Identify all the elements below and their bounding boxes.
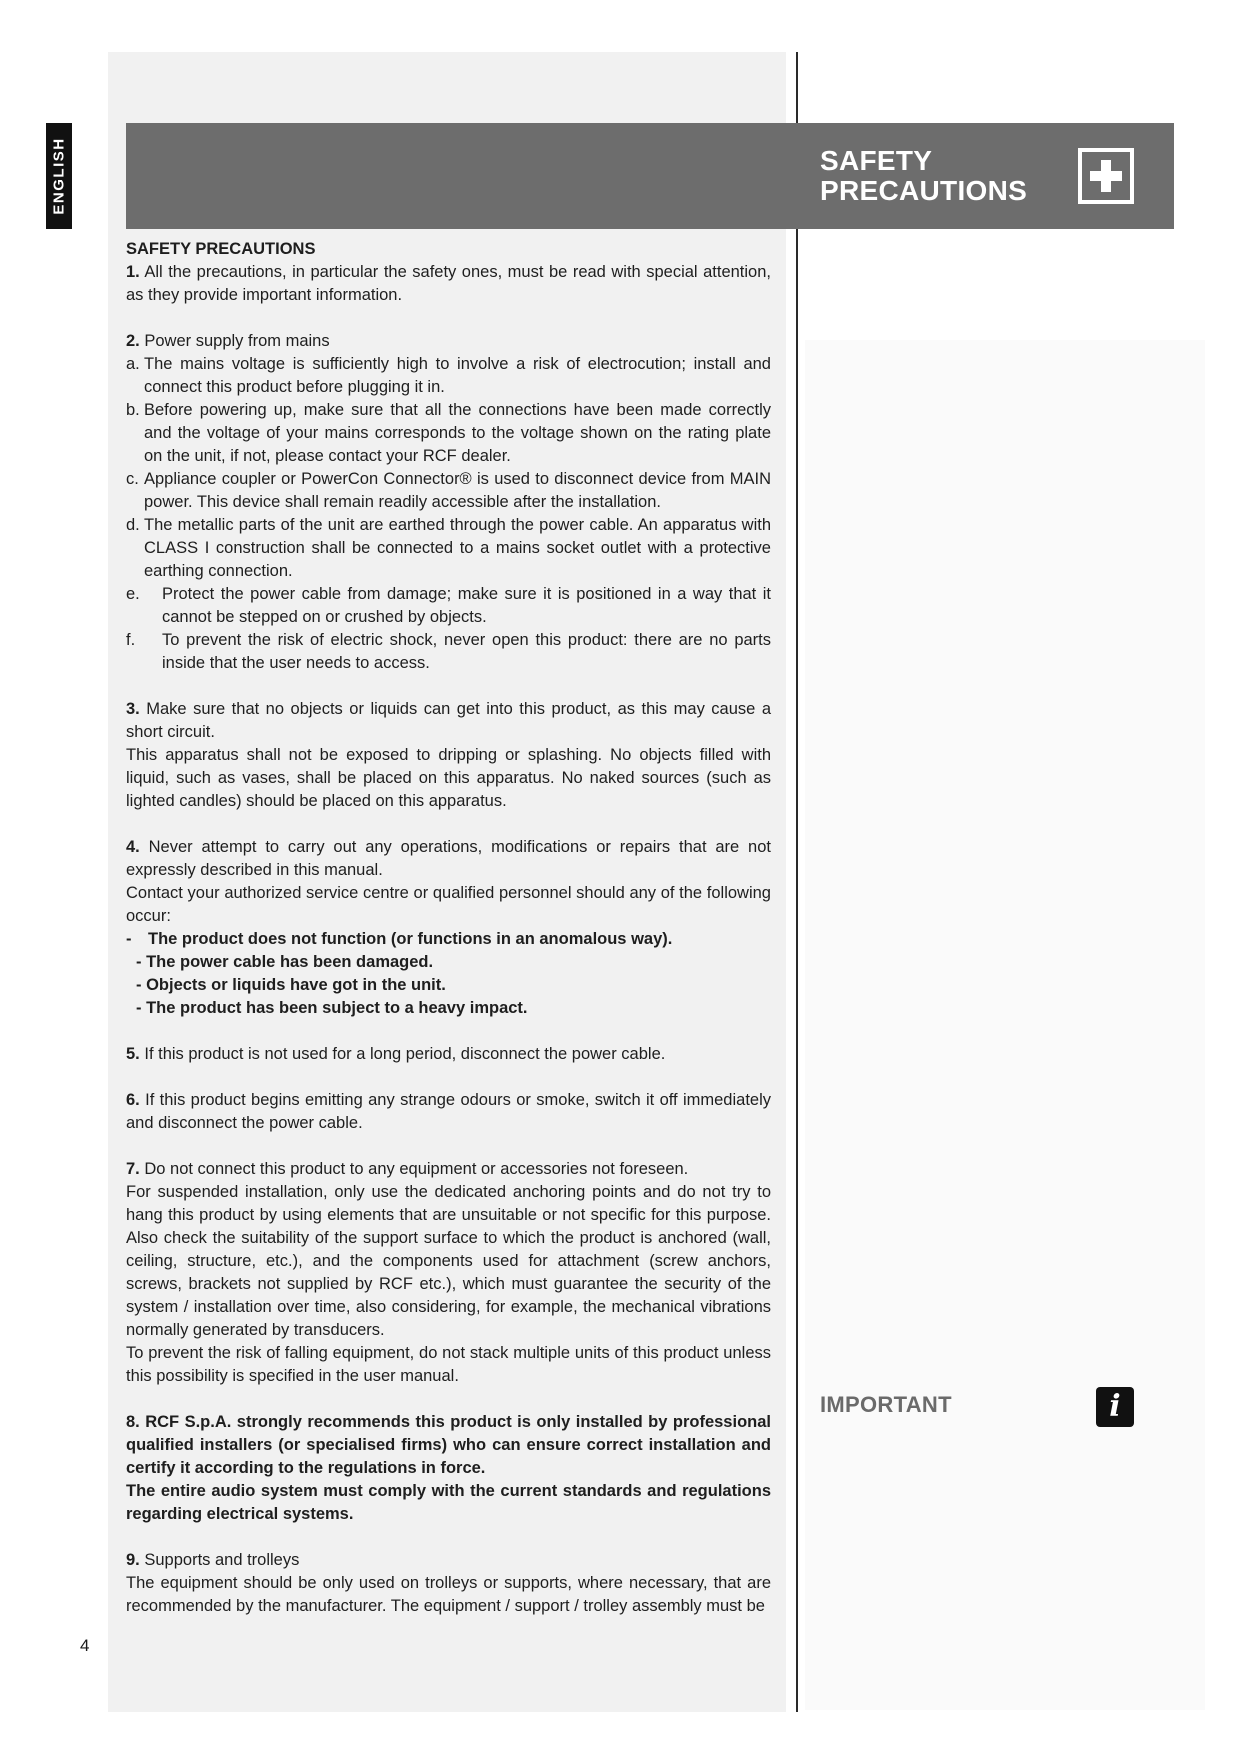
- list-item: - The product does not function (or functions in an anomalous way).: [126, 930, 673, 948]
- info-icon: i: [1096, 1387, 1134, 1427]
- important-label: IMPORTANT: [820, 1392, 952, 1417]
- item-2b: b. Before powering up, make sure that all the connections have been made correctly and the voltage of your mains corresponds to the voltage shown on the rating plate on the unit, if not, please contact your RCF dealer.: [126, 401, 771, 465]
- list-item: - The product has been subject to a heavy impact.: [136, 999, 528, 1017]
- item-6: 6. If this product begins emitting any strange odours or smoke, switch it off immediately and disconnect the power cable.: [126, 1091, 771, 1132]
- page-number: 4: [80, 1636, 90, 1655]
- language-tab: [46, 123, 72, 229]
- item-4: 4. Never attempt to carry out any operations, modifications or repairs that are not expressly described in this manual.: [126, 838, 771, 879]
- item-2c: c. Appliance coupler or PowerCon Connector® is used to disconnect device from MAIN power. This device shall remain readily accessible after the installation.: [126, 470, 771, 511]
- header-title: SAFETY PRECAUTIONS: [820, 145, 1028, 206]
- column-divider: [796, 52, 798, 1712]
- item-7-detail: For suspended installation, only use the dedicated anchoring points and do not try to hang this product by using elements that are unsuitable or not specific for this purpose. Also check the suitability of the support surface to which the product is anchored (wall, ceiling, structure, etc.), and the components used for attachment (screw anchors, screws, brackets not supplied by RCF etc.), which must guarantee the security of the system / installation over time, also considering, for example, the mechanical vibrations normally generated by transducers.: [126, 1183, 771, 1339]
- item-2a: a. The mains voltage is sufficiently high to involve a risk of electrocution; install and connect this product before plugging it in.: [126, 355, 771, 396]
- item-2-title: 2. Power supply from mains: [126, 332, 330, 350]
- item-3: 3. Make sure that no objects or liquids can get into this product, as this may cause a short circuit.: [126, 700, 771, 741]
- item-2f: f. To prevent the risk of electric shock, never open this product: there are no parts inside that the user needs to access.: [126, 631, 771, 672]
- section-title: SAFETY PRECAUTIONS: [126, 240, 316, 258]
- item-9-title: 9. Supports and trolleys: [126, 1551, 300, 1569]
- item-3-detail: This apparatus shall not be exposed to dripping or splashing. No objects filled with liquid, such as vases, shall be placed on this apparatus. No naked sources (such as lighted candles) should be placed on this apparatus.: [126, 746, 771, 810]
- list-item: - Objects or liquids have got in the unit.: [136, 976, 446, 994]
- first-aid-cross-icon: [1078, 148, 1134, 204]
- language-tab-label: ENGLISH: [50, 137, 68, 215]
- list-item: - The power cable has been damaged.: [136, 953, 434, 971]
- item-2d: d. The metallic parts of the unit are earthed through the power cable. An apparatus with CLASS I construction shall be connected to a mains socket outlet with a protective earthing connection.: [126, 516, 771, 580]
- item-4-list: [126, 928, 771, 1020]
- item-1: 1. All the precautions, in particular the safety ones, must be read with special attention, as they provide important information.: [126, 263, 771, 304]
- item-9: The equipment should be only used on trolleys or supports, where necessary, that are recommended by the manufacturer. The equipment / support / trolley assembly must be: [126, 1574, 771, 1615]
- item-4-detail: Contact your authorized service centre or qualified personnel should any of the following occur:: [126, 884, 771, 925]
- sidebar-panel: [805, 340, 1205, 1710]
- safety-content: [126, 238, 771, 1618]
- item-2e: e. Protect the power cable from damage; make sure it is positioned in a way that it cannot be stepped on or crushed by objects.: [126, 585, 771, 626]
- item-7-stacking: To prevent the risk of falling equipment, do not stack multiple units of this product unless this possibility is specified in the user manual.: [126, 1344, 771, 1385]
- item-8: 8. RCF S.p.A. strongly recommends this product is only installed by professional qualified installers (or specialised firms) who can ensure correct installation and certify it according to the regulations in force.: [126, 1413, 771, 1477]
- item-7: 7. Do not connect this product to any equipment or accessories not foreseen.: [126, 1160, 689, 1178]
- item-8-detail: The entire audio system must comply with the current standards and regulations regarding electrical systems.: [126, 1482, 771, 1523]
- item-5: 5. If this product is not used for a long period, disconnect the power cable.: [126, 1045, 666, 1063]
